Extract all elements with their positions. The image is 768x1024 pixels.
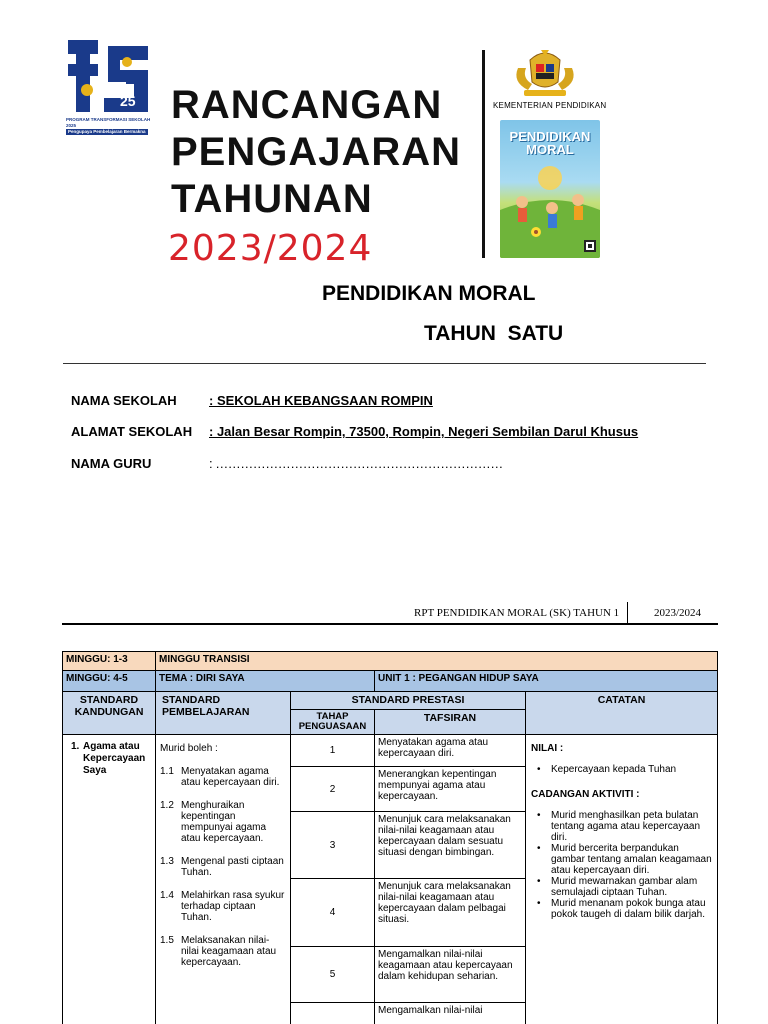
col-header-sk: STANDARD KANDUNGAN bbox=[63, 692, 156, 735]
aktiviti-list bbox=[531, 810, 713, 920]
week-label: MINGGU: 4-5 bbox=[63, 671, 156, 692]
title-line: RANCANGAN bbox=[171, 83, 443, 127]
sk-number: 1. bbox=[71, 741, 80, 752]
tafsiran: Mengamalkan nilai-nilai bbox=[375, 1003, 526, 1024]
table-header-row bbox=[63, 692, 718, 710]
teacher-name-value: : …………………………………………………………… bbox=[209, 456, 503, 471]
sk-text: Agama atau Kepercayaan Saya bbox=[83, 741, 146, 776]
week-label: MINGGU: 1-3 bbox=[63, 652, 156, 671]
logo-caption: PROGRAM TRANSFORMASI SEKOLAH 2025 Pengupaya Pembelajaran Bermakna bbox=[66, 117, 151, 134]
school-address-row bbox=[71, 424, 638, 439]
horizontal-rule bbox=[62, 623, 718, 625]
textbook-cover-image bbox=[500, 120, 600, 258]
school-name-label: NAMA SEKOLAH bbox=[71, 393, 177, 408]
table-row bbox=[63, 735, 718, 767]
tahap-penguasaan: 4 bbox=[291, 879, 375, 947]
divider bbox=[627, 602, 628, 623]
tafsiran: Menunjuk cara melaksanakan nilai-nilai keagamaan atau kepercayaan dalam pelbagai situasi. bbox=[375, 879, 526, 947]
table-row bbox=[63, 652, 718, 671]
standard-kandungan-cell bbox=[63, 735, 156, 1024]
col-header-catatan: CATATAN bbox=[526, 692, 718, 735]
ministry-label: KEMENTERIAN PENDIDIKAN bbox=[493, 101, 607, 110]
running-header-year: 2023/2024 bbox=[654, 607, 702, 619]
list-item: • Murid bercerita berpandukan gambar tentang amalan keagamaan atau kepercayaan diri. bbox=[531, 843, 713, 876]
list-item: • Murid mewarnakan gambar alam semulajadi ciptaan Tuhan. bbox=[531, 876, 713, 898]
list-item: 1.4 Melahirkan rasa syukur terhadap ciptaan Tuhan. bbox=[160, 890, 285, 923]
tafsiran: Mengamalkan nilai-nilai keagamaan atau kepercayaan dalam kehidupan seharian. bbox=[375, 947, 526, 1003]
standard-pembelajaran-cell bbox=[156, 735, 291, 1024]
list-item: • Murid menghasilkan peta bulatan tentang agama atau kepercayaan diri. bbox=[531, 810, 713, 843]
list-item: • Murid menanam pokok bunga atau pokok taugeh di dalam bilik darjah. bbox=[531, 898, 713, 920]
title-line: PENGAJARAN bbox=[171, 130, 462, 174]
tafsiran: Menerangkan kepentingan mempunyai agama atau kepercayaan. bbox=[375, 767, 526, 812]
table-row bbox=[63, 671, 718, 692]
col-header-tafsiran: TAFSIRAN bbox=[375, 710, 526, 735]
unit-label: UNIT 1 : PEGANGAN HIDUP SAYA bbox=[375, 671, 718, 692]
title-line: TAHUNAN bbox=[171, 177, 373, 221]
logo-badge: 25 bbox=[120, 93, 136, 109]
tahap-penguasaan: 3 bbox=[291, 812, 375, 879]
theme-label: TEMA : DIRI SAYA bbox=[156, 671, 375, 692]
tahap-penguasaan bbox=[291, 1003, 375, 1024]
col-header-tahap: TAHAP PENGUASAAN bbox=[291, 710, 375, 735]
tahap-penguasaan: 1 bbox=[291, 735, 375, 767]
tahap-penguasaan: 2 bbox=[291, 767, 375, 812]
school-name-value: : SEKOLAH KEBANGSAAN ROMPIN bbox=[209, 393, 433, 408]
tafsiran: Menunjuk cara melaksanakan nilai-nilai keagamaan atau kepercayaan dalam sesuatu situasi dengan bimbingan. bbox=[375, 812, 526, 879]
list-item: • Kepercayaan kepada Tuhan bbox=[531, 764, 713, 775]
catatan-cell bbox=[526, 735, 718, 1024]
horizontal-rule bbox=[63, 363, 706, 364]
nilai-heading: NILAI : bbox=[531, 743, 564, 754]
subject-title: PENDIDIKAN MORAL bbox=[322, 282, 536, 305]
col-header-sp: STANDARD PEMBELAJARAN bbox=[156, 692, 291, 735]
session-year: 2023/2024 bbox=[168, 228, 373, 269]
teacher-name-label: NAMA GURU bbox=[71, 456, 152, 471]
jata-negara-crest bbox=[512, 48, 578, 98]
divider bbox=[482, 50, 485, 258]
list-item: 1.5 Melaksanakan nilai-nilai keagamaan atau kepercayaan. bbox=[160, 935, 277, 968]
rpt-table bbox=[62, 651, 718, 1024]
school-name-row bbox=[71, 393, 433, 408]
book-title: PENDIDIKAN MORAL bbox=[509, 129, 591, 157]
teacher-name-row bbox=[71, 456, 503, 471]
page-title bbox=[171, 82, 461, 223]
school-address-label: ALAMAT SEKOLAH bbox=[71, 424, 193, 439]
nilai-list bbox=[531, 764, 713, 775]
list-item: 1.3 Mengenal pasti ciptaan Tuhan. bbox=[160, 856, 284, 878]
book-illustration bbox=[500, 120, 600, 258]
school-address-value: : Jalan Besar Rompin, 73500, Rompin, Negeri Sembilan Darul Khusus bbox=[209, 424, 639, 439]
aktiviti-heading: CADANGAN AKTIVITI : bbox=[531, 789, 640, 800]
sp-intro: Murid boleh : bbox=[160, 743, 218, 754]
tahap-penguasaan: 5 bbox=[291, 947, 375, 1003]
list-item: 1.1 Menyatakan agama atau kepercayaan diri. bbox=[160, 766, 280, 788]
tafsiran: Menyatakan agama atau kepercayaan diri. bbox=[375, 735, 526, 767]
col-header-prestasi: STANDARD PRESTASI bbox=[291, 692, 526, 710]
list-item: 1.2 Menghuraikan kepentingan mempunyai agama atau kepercayaan. bbox=[160, 800, 267, 844]
week-description: MINGGU TRANSISI bbox=[156, 652, 718, 671]
running-header-title: RPT PENDIDIKAN MORAL (SK) TAHUN 1 bbox=[414, 607, 620, 619]
year-level: TAHUN SATU bbox=[424, 322, 564, 345]
